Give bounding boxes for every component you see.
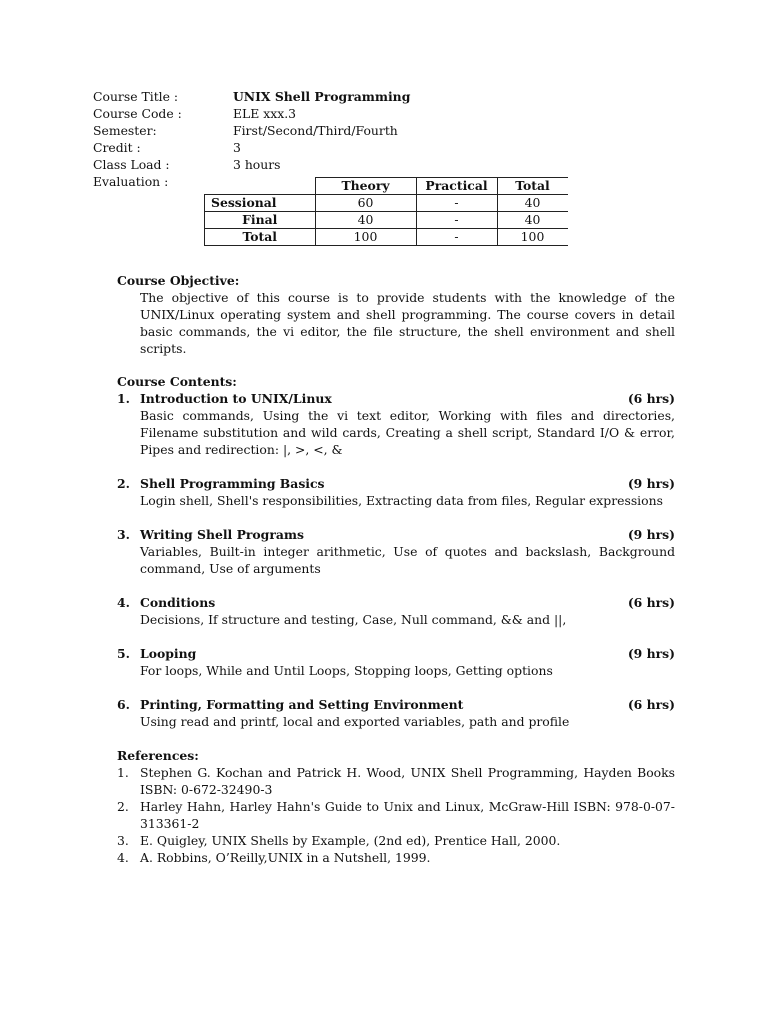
cell-final-practical: -: [416, 212, 497, 229]
reference-item: [117, 832, 675, 849]
evaluation-header-row: [205, 178, 568, 195]
row-label-sessional: Sessional: [205, 195, 316, 212]
unit-3-hours: (9 hrs): [627, 527, 675, 542]
cell-sessional-total: 40: [497, 195, 568, 212]
unit-3-title: Writing Shell Programs: [140, 527, 304, 542]
course-title-label: Course Title :: [93, 89, 179, 104]
unit-3-number: 3.: [117, 527, 130, 542]
evaluation-corner-cell: [205, 178, 316, 195]
credit-label: Credit :: [93, 140, 141, 155]
unit-4-number: 4.: [117, 595, 130, 610]
objective-heading: Course Objective:: [117, 273, 240, 288]
unit-5-hours: (9 hrs): [627, 646, 675, 661]
unit-3-header: [117, 526, 675, 543]
evaluation-table: [204, 177, 568, 246]
reference-4-text: A. Robbins, O’Reilly,UNIX in a Nutshell, 1999.: [140, 850, 431, 865]
cell-sessional-practical: -: [416, 195, 497, 212]
objective-section: [117, 272, 675, 357]
unit-1-header: [117, 390, 675, 407]
unit-6: [117, 696, 675, 730]
unit-2-number: 2.: [117, 476, 130, 491]
unit-4-body: Decisions, If structure and testing, Case, Null command, && and ||,: [140, 612, 567, 627]
unit-1: [117, 390, 675, 458]
unit-2-header: [117, 475, 675, 492]
evaluation-header-theory: Theory: [315, 178, 416, 195]
cell-sessional-theory: 60: [315, 195, 416, 212]
unit-5-body: For loops, While and Until Loops, Stopping loops, Getting options: [140, 663, 553, 678]
unit-4-header: [117, 594, 675, 611]
unit-2-body: Login shell, Shell's responsibilities, Extracting data from files, Regular expressions: [140, 493, 663, 508]
semester-value: First/Second/Third/Fourth: [233, 123, 398, 138]
unit-4: [117, 594, 675, 628]
objective-text: The objective of this course is to provide students with the knowledge of the UNIX/Linux operating system and shell programming. The course covers in detail basic commands, the vi editor, the file structure, the shell environment and shell scripts.: [140, 290, 675, 356]
evaluation-header-practical: Practical: [416, 178, 497, 195]
reference-1-text: Stephen G. Kochan and Patrick H. Wood, UNIX Shell Programming, Hayden Books ISBN: 0-672-32490-3: [140, 765, 675, 797]
evaluation-row-sessional: [205, 195, 568, 212]
row-label-final: Final: [205, 212, 316, 229]
unit-5-title: Looping: [140, 646, 197, 661]
unit-6-title: Printing, Formatting and Setting Environment: [140, 697, 464, 712]
reference-2-number: 2.: [117, 799, 129, 814]
unit-2-title: Shell Programming Basics: [140, 476, 325, 491]
unit-6-hours: (6 hrs): [627, 697, 675, 712]
cell-total-theory: 100: [315, 229, 416, 246]
unit-4-hours: (6 hrs): [627, 595, 675, 610]
credit-value: 3: [233, 140, 241, 155]
cell-final-theory: 40: [315, 212, 416, 229]
reference-3-number: 3.: [117, 833, 129, 848]
contents-heading: Course Contents:: [117, 374, 237, 389]
unit-4-title: Conditions: [140, 595, 216, 610]
references-heading: References:: [117, 748, 199, 763]
class-load-value: 3 hours: [233, 157, 281, 172]
course-title-value: UNIX Shell Programming: [233, 89, 411, 104]
row-label-total: Total: [205, 229, 316, 246]
unit-1-title: Introduction to UNIX/Linux: [140, 391, 332, 406]
reference-item: [117, 798, 675, 832]
unit-2-hours: (9 hrs): [627, 476, 675, 491]
reference-3-text: E. Quigley, UNIX Shells by Example, (2nd ed), Prentice Hall, 2000.: [140, 833, 561, 848]
reference-item: [117, 849, 675, 866]
reference-item: [117, 764, 675, 798]
unit-6-number: 6.: [117, 697, 130, 712]
evaluation-label: Evaluation :: [93, 174, 169, 189]
course-code-value: ELE xxx.3: [233, 106, 297, 121]
reference-2-text: Harley Hahn, Harley Hahn's Guide to Unix and Linux, McGraw-Hill ISBN: 978-0-07-313361-2: [140, 799, 675, 831]
unit-1-body: Basic commands, Using the vi text editor, Working with files and directories, Filename substitution and wild cards, Creating a shell script, Standard I/O & error, Pipes and redirection: |, >, <, &: [140, 408, 675, 457]
unit-3: [117, 526, 675, 577]
unit-6-header: [117, 696, 675, 713]
cell-final-total: 40: [497, 212, 568, 229]
unit-5-number: 5.: [117, 646, 130, 661]
unit-3-body: Variables, Built-in integer arithmetic, Use of quotes and backslash, Background command, Use of arguments: [140, 544, 675, 576]
unit-5-header: [117, 645, 675, 662]
evaluation-row-total: [205, 229, 568, 246]
unit-2: [117, 475, 675, 509]
unit-5: [117, 645, 675, 679]
contents-section: [117, 373, 675, 866]
class-load-label: Class Load :: [93, 157, 170, 172]
unit-6-body: Using read and printf, local and exported variables, path and profile: [140, 714, 570, 729]
cell-total-practical: -: [416, 229, 497, 246]
semester-label: Semester:: [93, 123, 157, 138]
reference-4-number: 4.: [117, 850, 129, 865]
evaluation-row-final: [205, 212, 568, 229]
reference-1-number: 1.: [117, 765, 129, 780]
evaluation-header-total: Total: [497, 178, 568, 195]
unit-1-number: 1.: [117, 391, 130, 406]
course-code-label: Course Code :: [93, 106, 182, 121]
cell-total-total: 100: [497, 229, 568, 246]
unit-1-hours: (6 hrs): [627, 391, 675, 406]
